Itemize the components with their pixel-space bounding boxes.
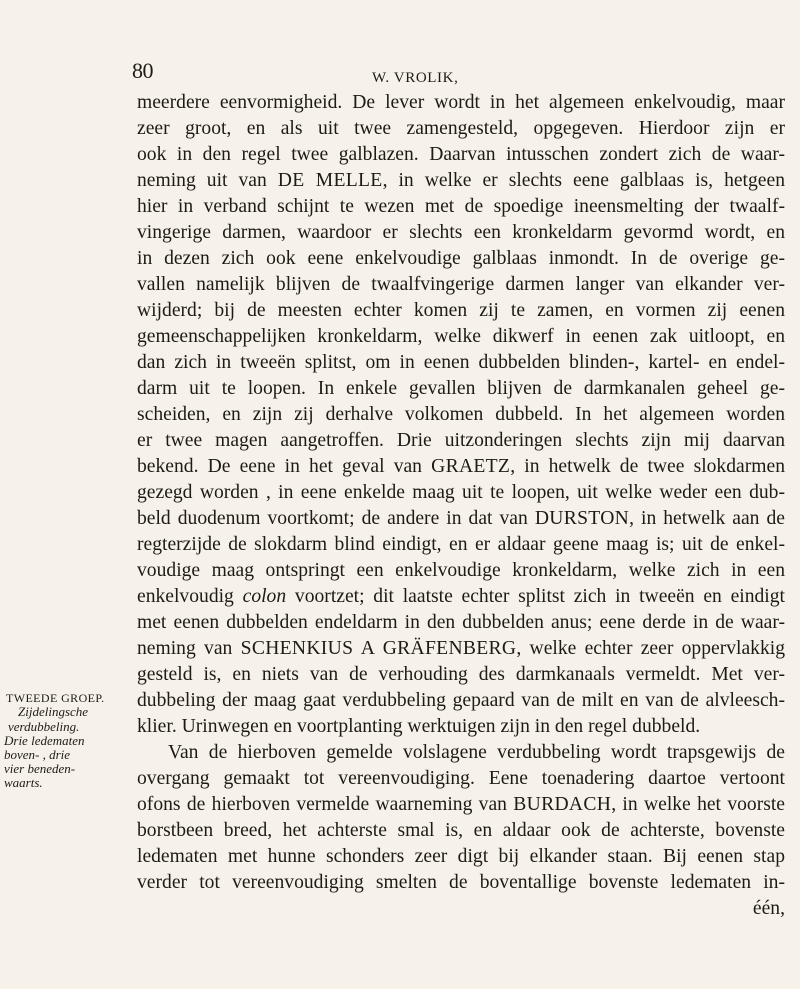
- text-line: ledematen met hunne schonders zeer digt bij elkander staan. Bij eenen stap: [137, 846, 785, 867]
- text-line: bekend. De eene in het geval van GRAETZ, in hetwelk de twee slokdarmen: [137, 456, 785, 477]
- text-line: verder tot vereenvoudiging smelten de boventallige bovenste ledematen in-: [137, 872, 785, 893]
- text-line: gemeenschappelijken kronkeldarm, welke dikwerf in eenen zak uitloopt, en: [137, 326, 785, 347]
- margin-note-line: Drie ledematen: [4, 733, 85, 748]
- page-number: 80: [132, 58, 153, 83]
- text-line: beld duodenum voortkomt; de andere in dat van DURSTON, in hetwelk aan de: [137, 508, 785, 529]
- text-line: vingerige darmen, waardoor er slechts een kronkeldarm gevormd wordt, en: [137, 222, 785, 243]
- margin-note-line: waarts.: [4, 775, 43, 790]
- author-name: GRAETZ: [431, 456, 511, 477]
- author-name: DURSTON: [534, 508, 630, 529]
- text-line: er twee magen aangetroffen. Drie uitzonderingen slechts zijn mij daarvan: [137, 430, 785, 451]
- text-line: scheiden, en zijn zij derhalve volkomen dubbeld. In het algemeen worden: [137, 404, 785, 425]
- text-line: dan zich in tweeën splitst, om in eenen dubbelden blinden-, kartel- en endel-: [137, 352, 785, 373]
- paragraph-start-line: Van de hierboven gemelde volslagene verdubbeling wordt trapsgewijs de: [168, 742, 785, 763]
- margin-note-line: boven- , drie: [4, 747, 71, 762]
- margin-note-line: vier beneden-: [4, 761, 76, 776]
- margin-note-line: verdubbeling.: [8, 719, 80, 734]
- text-line: dubbeling der maag gaat verdubbeling gepaard van de milt en van de alvleesch-: [137, 690, 785, 711]
- author-name: DE MELLE: [277, 170, 383, 191]
- text-line: overgang gemaakt tot vereenvoudiging. Eene toenadering daartoe vertoont: [137, 768, 785, 789]
- author-name: BURDACH: [513, 794, 612, 815]
- catchword-line: één,: [752, 898, 785, 919]
- text-line: wijderd; bij de meesten echter komen zij te zamen, en vormen zij eenen: [137, 300, 785, 321]
- author-name: SCHENKIUS A GRÄFENBERG: [240, 638, 517, 659]
- text-line: ook in den regel twee galblazen. Daarvan intusschen zondert zich de waar-: [137, 144, 785, 165]
- text-line: met eenen dubbelden endeldarm in den dubbelden anus; eene derde in de waar-: [137, 612, 785, 633]
- text-line: hier in verband schijnt te wezen met de spoedige ineensmelting der twaalf-: [137, 196, 785, 217]
- text-line: borstbeen breed, het achterste smal is, en aldaar ook de achterste, bovenste: [137, 820, 785, 841]
- text-line: enkelvoudig colon voortzet; dit laatste echter splitst zich in tweeën en eindigt: [137, 586, 785, 607]
- running-head: W. VROLIK,: [372, 70, 459, 86]
- text-line: ofons de hierboven vermelde waarneming van BURDACH, in welke het voorste: [137, 794, 785, 815]
- text-line: klier. Urinwegen en voortplanting werktuigen zijn in den regel dubbeld.: [137, 716, 701, 737]
- margin-note-group: TWEEDE GROEP.: [6, 691, 105, 705]
- text-line: zeer groot, en als uit twee zamengesteld, opgegeven. Hierdoor zijn er: [137, 118, 785, 139]
- text-line: in dezen zich ook eene enkelvoudige galblaas inmondt. In de overige ge-: [137, 248, 785, 269]
- text-line: voudige maag ontspringt een enkelvoudige kronkeldarm, welke zich in een: [137, 560, 785, 581]
- text-line: neming uit van DE MELLE, in welke er slechts eene galblaas is, hetgeen: [137, 170, 785, 191]
- italic-term: colon: [242, 586, 287, 607]
- text-line: gezegd worden , in eene enkelde maag uit te loopen, uit welke weder een dub-: [137, 482, 785, 503]
- text-line: neming van SCHENKIUS A GRÄFENBERG, welke echter zeer oppervlakkig: [137, 638, 786, 659]
- text-line: vallen namelijk blijven de twaalfvingerige darmen langer van elkander ver-: [137, 274, 785, 295]
- text-line: meerdere eenvormigheid. De lever wordt in het algemeen enkelvoudig, maar: [137, 92, 785, 113]
- text-line: gesteld is, en niets van de verhouding des darmkanaals vermeldt. Met ver-: [137, 664, 785, 685]
- text-line: regterzijde de slokdarm blind eindigt, en er aldaar geene maag is; uit de enkel-: [137, 534, 785, 555]
- margin-note-title: Zijdelingsche: [18, 704, 89, 719]
- text-line: darm uit te loopen. In enkele gevallen blijven de darmkanalen geheel ge-: [137, 378, 785, 399]
